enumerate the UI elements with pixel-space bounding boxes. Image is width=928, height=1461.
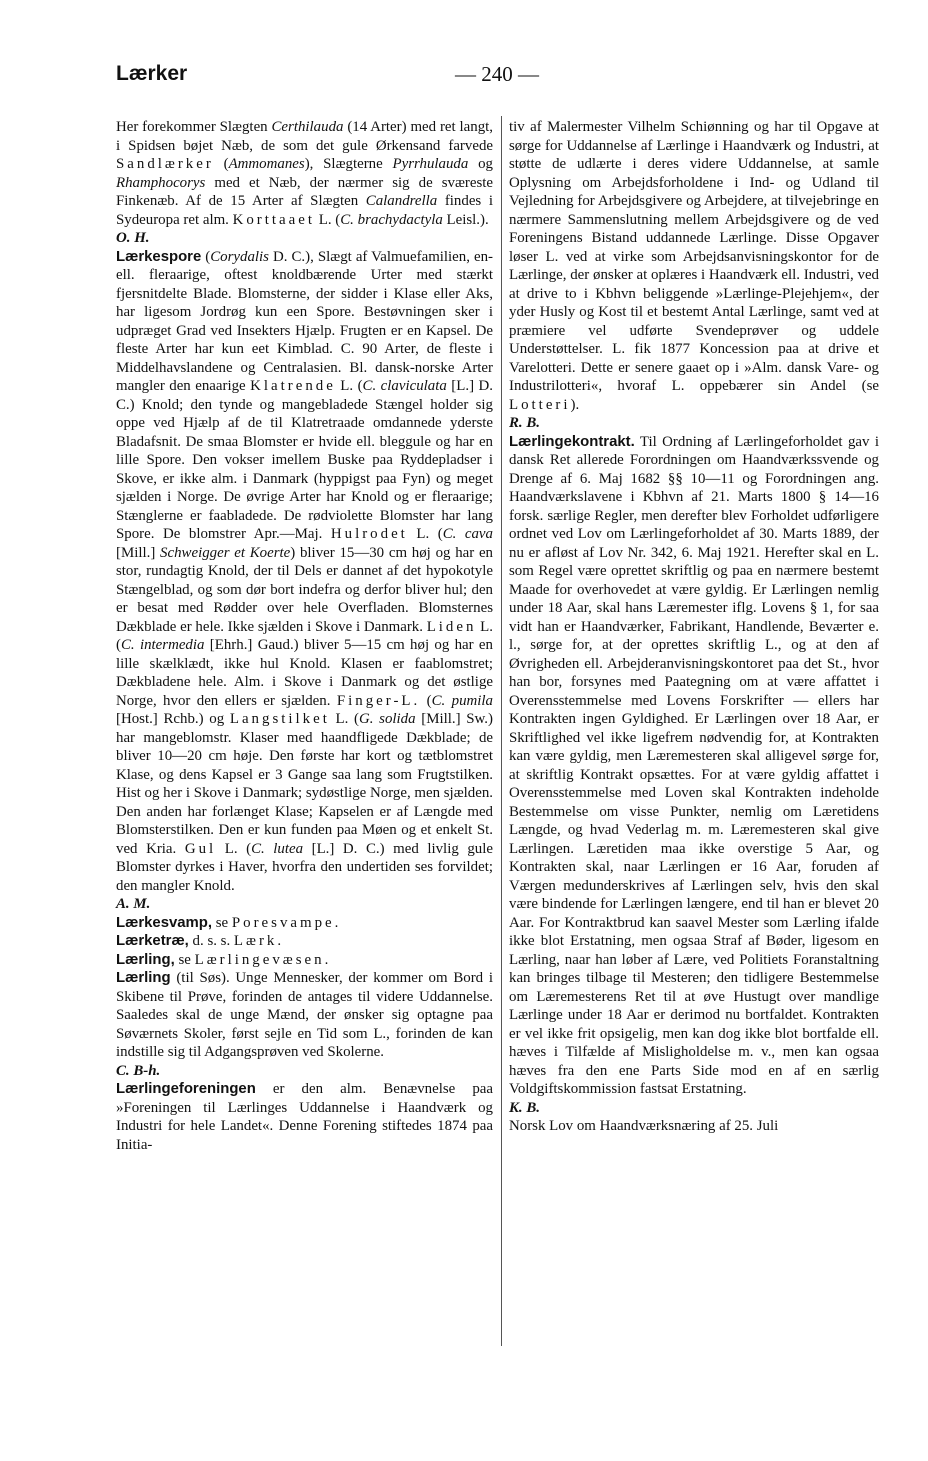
headword: Lærling, — [116, 951, 175, 968]
author-signature: A. M. — [116, 896, 151, 912]
headword: Lærling — [116, 970, 171, 986]
entry-laerling-ref: Lærling, se Lærlingevæsen. — [116, 951, 329, 968]
headword: Lærlingekontrakt. — [509, 433, 635, 450]
entry-laerlingeforeningen-cont: tiv af Malermester Vilhelm Schiønning og har til Opgave at sørge for Uddannelse af Lærlinge i Haandværk og Industri, at støtte de udlærte i deres videre Uddannelse, at samle Oplysning om Arbejdsforholdene i Ind- og Udland til Vejledning for Arbejdsgivere og Arbejdere, at tilvejebringe en nærmere Sammenslutning mellem Arbejdsgivere og de ved Foreningens Bistand uddannede Lærlinge. Disse Opgaver løser L. ved at virke som Arbejdsanvisningskontor for de Lærlinge, der ønsker at oplæres i Haandværk ell. Industri, ved at drive to i Kbhvn beliggende »Lærlinge-Plejehjem«, der yder Husly og Kost til et bestemt Antal Lærlinge, samt ved at præmiere vel udførte Svendeprøver og uddele Understøttelser. L. fik 1877 Koncession paa at drive et Varelotteri. Dette er senere gaaet op i »Alm. dansk Vare- og Industrilotteri«, hvoraf L. oppebærer sin Andel (se Lotteri). — [509, 119, 879, 413]
entry-laerling-til-sos: Lærling (til Søs). Unge Mennesker, der kommer om Bord i Skibene til Prøve, forinden de antages til videre Uddannelse. Saaledes skal de unge Mænd, der ønsker sig optagne paa Søværnets Skoler, først sejle en Tid som L., forinden de kan indstille sig til Adgangsprøven ved Skolerne. — [116, 970, 493, 1060]
page-number: — 240 — — [455, 62, 539, 86]
entry-laerlingeforeningen: Lærlingeforeningen er den alm. Benævnelse paa »Foreningen til Lærlinges Uddannelse i Haandværk og Industri for hele Landet«. Denne Forening stiftedes 1874 paa Initia- — [116, 1081, 493, 1153]
author-signature: K. B. — [509, 1099, 541, 1116]
headword: Lærlingeforeningen — [116, 1081, 256, 1097]
entry-laerkesvamp: Lærkesvamp, se Poresvampe. — [116, 914, 339, 931]
headword: Lærkespore — [116, 248, 202, 265]
author-signature: C. B-h. — [116, 1062, 161, 1079]
norsk-lov-paragraph: Norsk Lov om Haandværksnæring af 25. Juli — [509, 1118, 779, 1134]
author-signature: R. B. — [509, 415, 541, 431]
running-title: Lærker — [116, 62, 188, 85]
column-divider — [501, 116, 502, 1346]
right-column — [509, 118, 879, 1136]
entry-laerkespore: Lærkespore (Corydalis D. C.), Slægt af Valmuefamilien, en- ell. fleraarige, oftest knoldbærende Urter med stærkt fjersnitdelte Blade. Blomsterne, der sidder i Klase eller Aks, har ligesom Jordrøg kun een Spore. Bestøvningen sker i udpræget Grad ved Insekters Hjælp. Frugten er en Kapsel. De fleste Arter har kun eet Kimblad. C. 90 Arter, de fleste i Middelhavslandene og Centralasien. Bl. dansk-norske Arter mangler den enaarige Klatrende L. (C. claviculata [L.] D. C.) Knold; den tynde og mangebladede Stængel holder sig oppe ved Hjælp af de til Klatretraade omdannede yderste Bladafsnit. De smaa Blomster er hvide ell. bleggule og har en lille Spore. Den vokser imellem Buske paa Ryddepladser i Skove, er ikke alm. i Danmark (hyppigst paa Fyn) og meget sjælden i Norge. De øvrige Arter har Knold og er fleraarige; Stænglerne er faabladede. De rødviolette Blomster har lang Spore. De blomstrer Apr.—Maj. Hulrodet L. (C. cava [Mill.] Schweigger et Koerte) bliver 15—30 cm høj og har en stor, rundagtig Knold, der til Dels er dannet af det hypokotyle Stængelblad, og som dør bort indefra og derfor bliver hul; den er besat med Rødder over hele Overfladen. Blomsternes Dækblade er hele. Ikke sjælden i Skove i Danmark. Liden L. (C. intermedia [Ehrh.] Gaud.) bliver 5—15 cm høj og har en lille skælklædt, ikke hul Knold. Klasen er faablomstret; Dækbladene hele. Alm. i Skove i Danmark og det østlige Norge, hvor den ellers er sjælden. Finger-L. (C. pumila [Host.] Rchb.) og Langstilket L. (G. solida [Mill.] Sw.) har mangeblomstr. Klaser med haandfligede Dækblade; de bliver 10—20 cm høje. Den første har kort og tætblomstret Klase, og dens Kapsel er 3 Gange saa lang som Frugtstilken. Hist og her i Skove i Danmark; sydøstlige Norge, men sjælden. Den anden har forlænget Klase; Kapselen er af Længde med Blomsterstilken. Den er kun funden paa Møen og et enkelt St. ved Kria. Gul L. (C. lutea [L.] D. C.) med livlig gule Blomster dyrkes i Haver, hvorfra den undertiden ses forvildet; den mangler Knold. — [116, 248, 494, 894]
entry-laerlingekontrakt: Lærlingekontrakt. Til Ordning af Lærlingeforholdet gav i dansk Ret allerede Forordningen om Haandværkssvende og Drenge af 6. Maj 1682 §§ 10—11 og Forordningen ang. Haandværkslavene i Kbhvn af 21. Marts 1800 § 14—16 forsk. særlige Regler, men derefter blev Forholdet udførligere ordnet ved Lov om Lærlingeforholdet af 30. Marts 1889, der nu er afløst af Lov Nr. 342, 6. Maj 1921. Herefter skal en L. som Regel være oprettet skriftlig og paa en nærmere bestemt Maade for overhovedet at være gyldig. Er Lærlingen nemlig under 18 Aar, skal hans Læremester iflg. Lovens § 1, for saa vidt han er Haandværker, Fabrikant, Handlende, Beværter e. l., sørge for, at der oprettes skriftlig L., og at den af Øvrigheden ell. Arbejderanvisningskontoret paa det St., hvor han bor, forsynes med Paategning om at være affattet i Overensstemmelse med Lovens Forskrifter — ellers har Kontrakten ingen Gyldighed. Er Lærlingen over 18 Aar, er Skriftlighed vel ikke ligefrem nødvendig for, at Kontrakten kan være gyldig, men Læremesteren skal alligevel sørge for, at skriftlig Kontrakt opsættes. For at være gyldig affattet i Overensstemmelse med Loven skal Kontrakten indeholde Bestemmelse om visse Punkter, nemlig om Læretidens Længde, og hvad Vederlag m. m. Læremesteren skal give Lærlingen. Læretiden maa ikke overstige 5 Aar, og Kontrakten skal, naar Lærlingen er 16 Aar, foruden af Værgen medunderskrives af Lærlingen selv, hvis den skal være bindende for Lærlingen længere, end til han er blevet 20 Aar. For Kontraktbrud kan saavel Mester som Lærling ifalde ikke blot Erstatning, men ogsaa Straf af Bøder, ligesom en Lærling, naar han løber af Lære, ved Politiets Foranstaltning kan bringes tilbage til Mesteren; den tidligere Bestemmelse om Læremesterens Ret til at øve Hustugt over mandlige Lærlinge under 18 Aar er derimod nu bortfaldet. Kontrakten er vel ikke frit opsigelig, men kan dog ikke blot bortfalde ell. hæves i Tilfælde af Misligholdelse m. v., men kan ogsaa hæves fra den ene Parts Side mod en af en særlig Voldgiftskommission fastsat Erstatning. — [509, 433, 879, 1097]
headword: Lærkesvamp, — [116, 914, 213, 931]
entry-laerketrae: Lærketræ, d. s. s. Lærk. — [116, 933, 282, 949]
headword: Lærketræ, — [116, 933, 189, 949]
entry-laerker-cont: Her forekommer Slægten Certhilauda (14 Arter) med ret langt, i Spidsen bøjet Næb, de som det gule Ørkensand farvede Sandlærker (Ammomanes), Slægterne Pyrrhulauda og Rhamphocorys med et Næb, der nærmer sig de sværeste Finkenæb. Af de 15 Arter af Slægten Calandrella findes i Sydeuropa ret alm. Korttaaet L. (C. brachydactyla Leisl.). — [116, 119, 493, 228]
left-column — [116, 118, 493, 1154]
author-signature: O. H. — [116, 230, 150, 246]
page-header — [116, 60, 878, 96]
